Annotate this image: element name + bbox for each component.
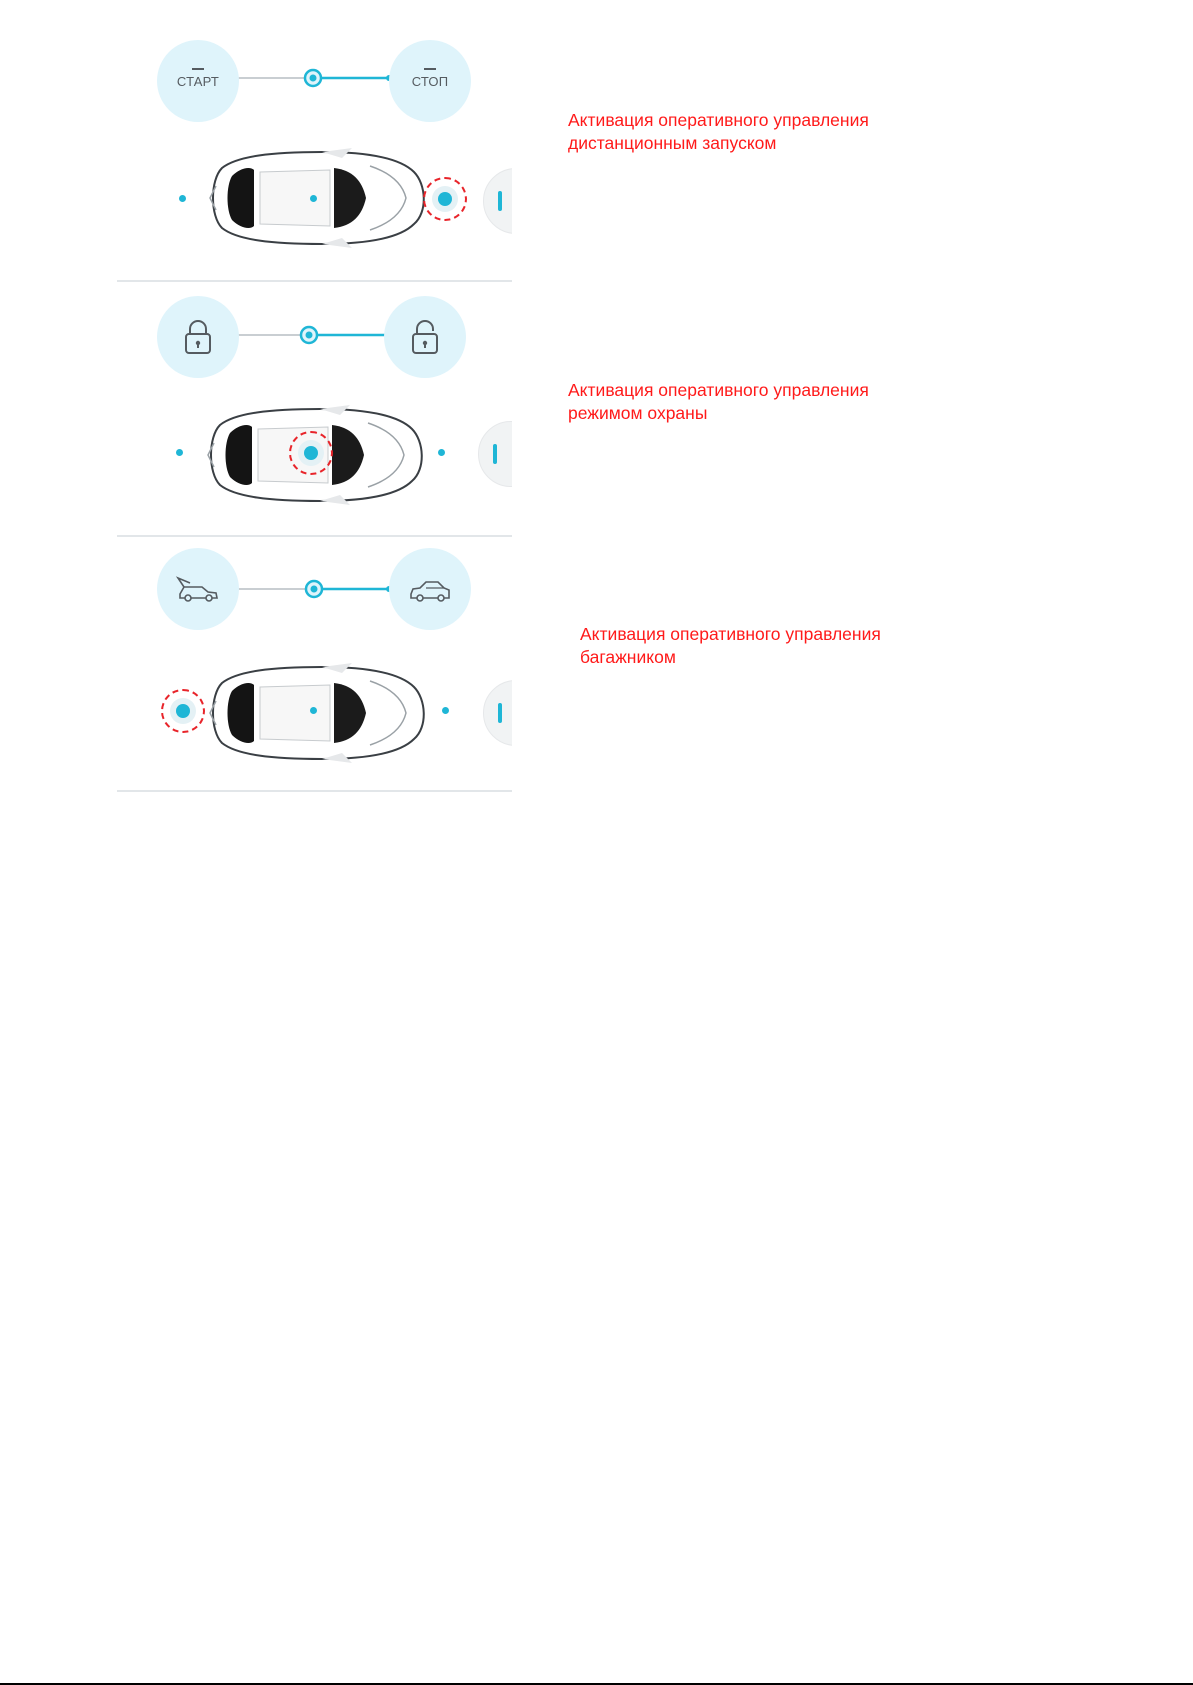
roof-control-dot[interactable] [310, 707, 317, 714]
stop-button[interactable] [389, 40, 471, 122]
caption-line: Активация оперативного управления [568, 110, 869, 130]
panel-divider [117, 790, 512, 792]
car-top-view [202, 146, 432, 250]
caption-line: режимом охраны [568, 403, 708, 423]
open-trunk-button[interactable] [157, 548, 239, 630]
car-trunk-closed-icon [406, 574, 454, 604]
lock-open-icon [408, 318, 442, 356]
front-dot-highlight [423, 177, 467, 221]
engine-caption [568, 109, 988, 155]
roof-control-dot[interactable] [310, 195, 317, 202]
panel-divider [117, 535, 512, 537]
engine-control-panel [117, 30, 512, 282]
car-top-view [202, 661, 432, 765]
panel-divider [117, 280, 512, 282]
lock-button[interactable] [157, 296, 239, 378]
rear-control-dot[interactable] [176, 449, 183, 456]
trunk-caption [580, 623, 1000, 669]
rear-control-dot[interactable] [179, 195, 186, 202]
start-label: СТАРТ [176, 73, 220, 89]
caption-line: Активация оперативного управления [568, 380, 869, 400]
front-control-dot[interactable] [438, 449, 445, 456]
caption-line: багажником [580, 647, 676, 667]
security-control-panel [117, 285, 512, 537]
close-trunk-button[interactable] [389, 548, 471, 630]
security-caption [568, 379, 988, 425]
caption-line: Активация оперативного управления [580, 624, 881, 644]
side-panel-button[interactable] [478, 421, 512, 487]
start-button[interactable] [157, 40, 239, 122]
car-trunk-open-icon [174, 574, 222, 604]
roof-dot-highlight [289, 431, 333, 475]
side-panel-button[interactable] [483, 168, 512, 234]
unlock-button[interactable] [384, 296, 466, 378]
caption-line: дистанционным запуском [568, 133, 777, 153]
rear-dot-highlight [161, 689, 205, 733]
front-control-dot[interactable] [442, 707, 449, 714]
trunk-control-panel [117, 540, 512, 792]
lock-closed-icon [181, 318, 215, 356]
stop-label: СТОП [411, 73, 449, 89]
side-panel-button[interactable] [483, 680, 512, 746]
